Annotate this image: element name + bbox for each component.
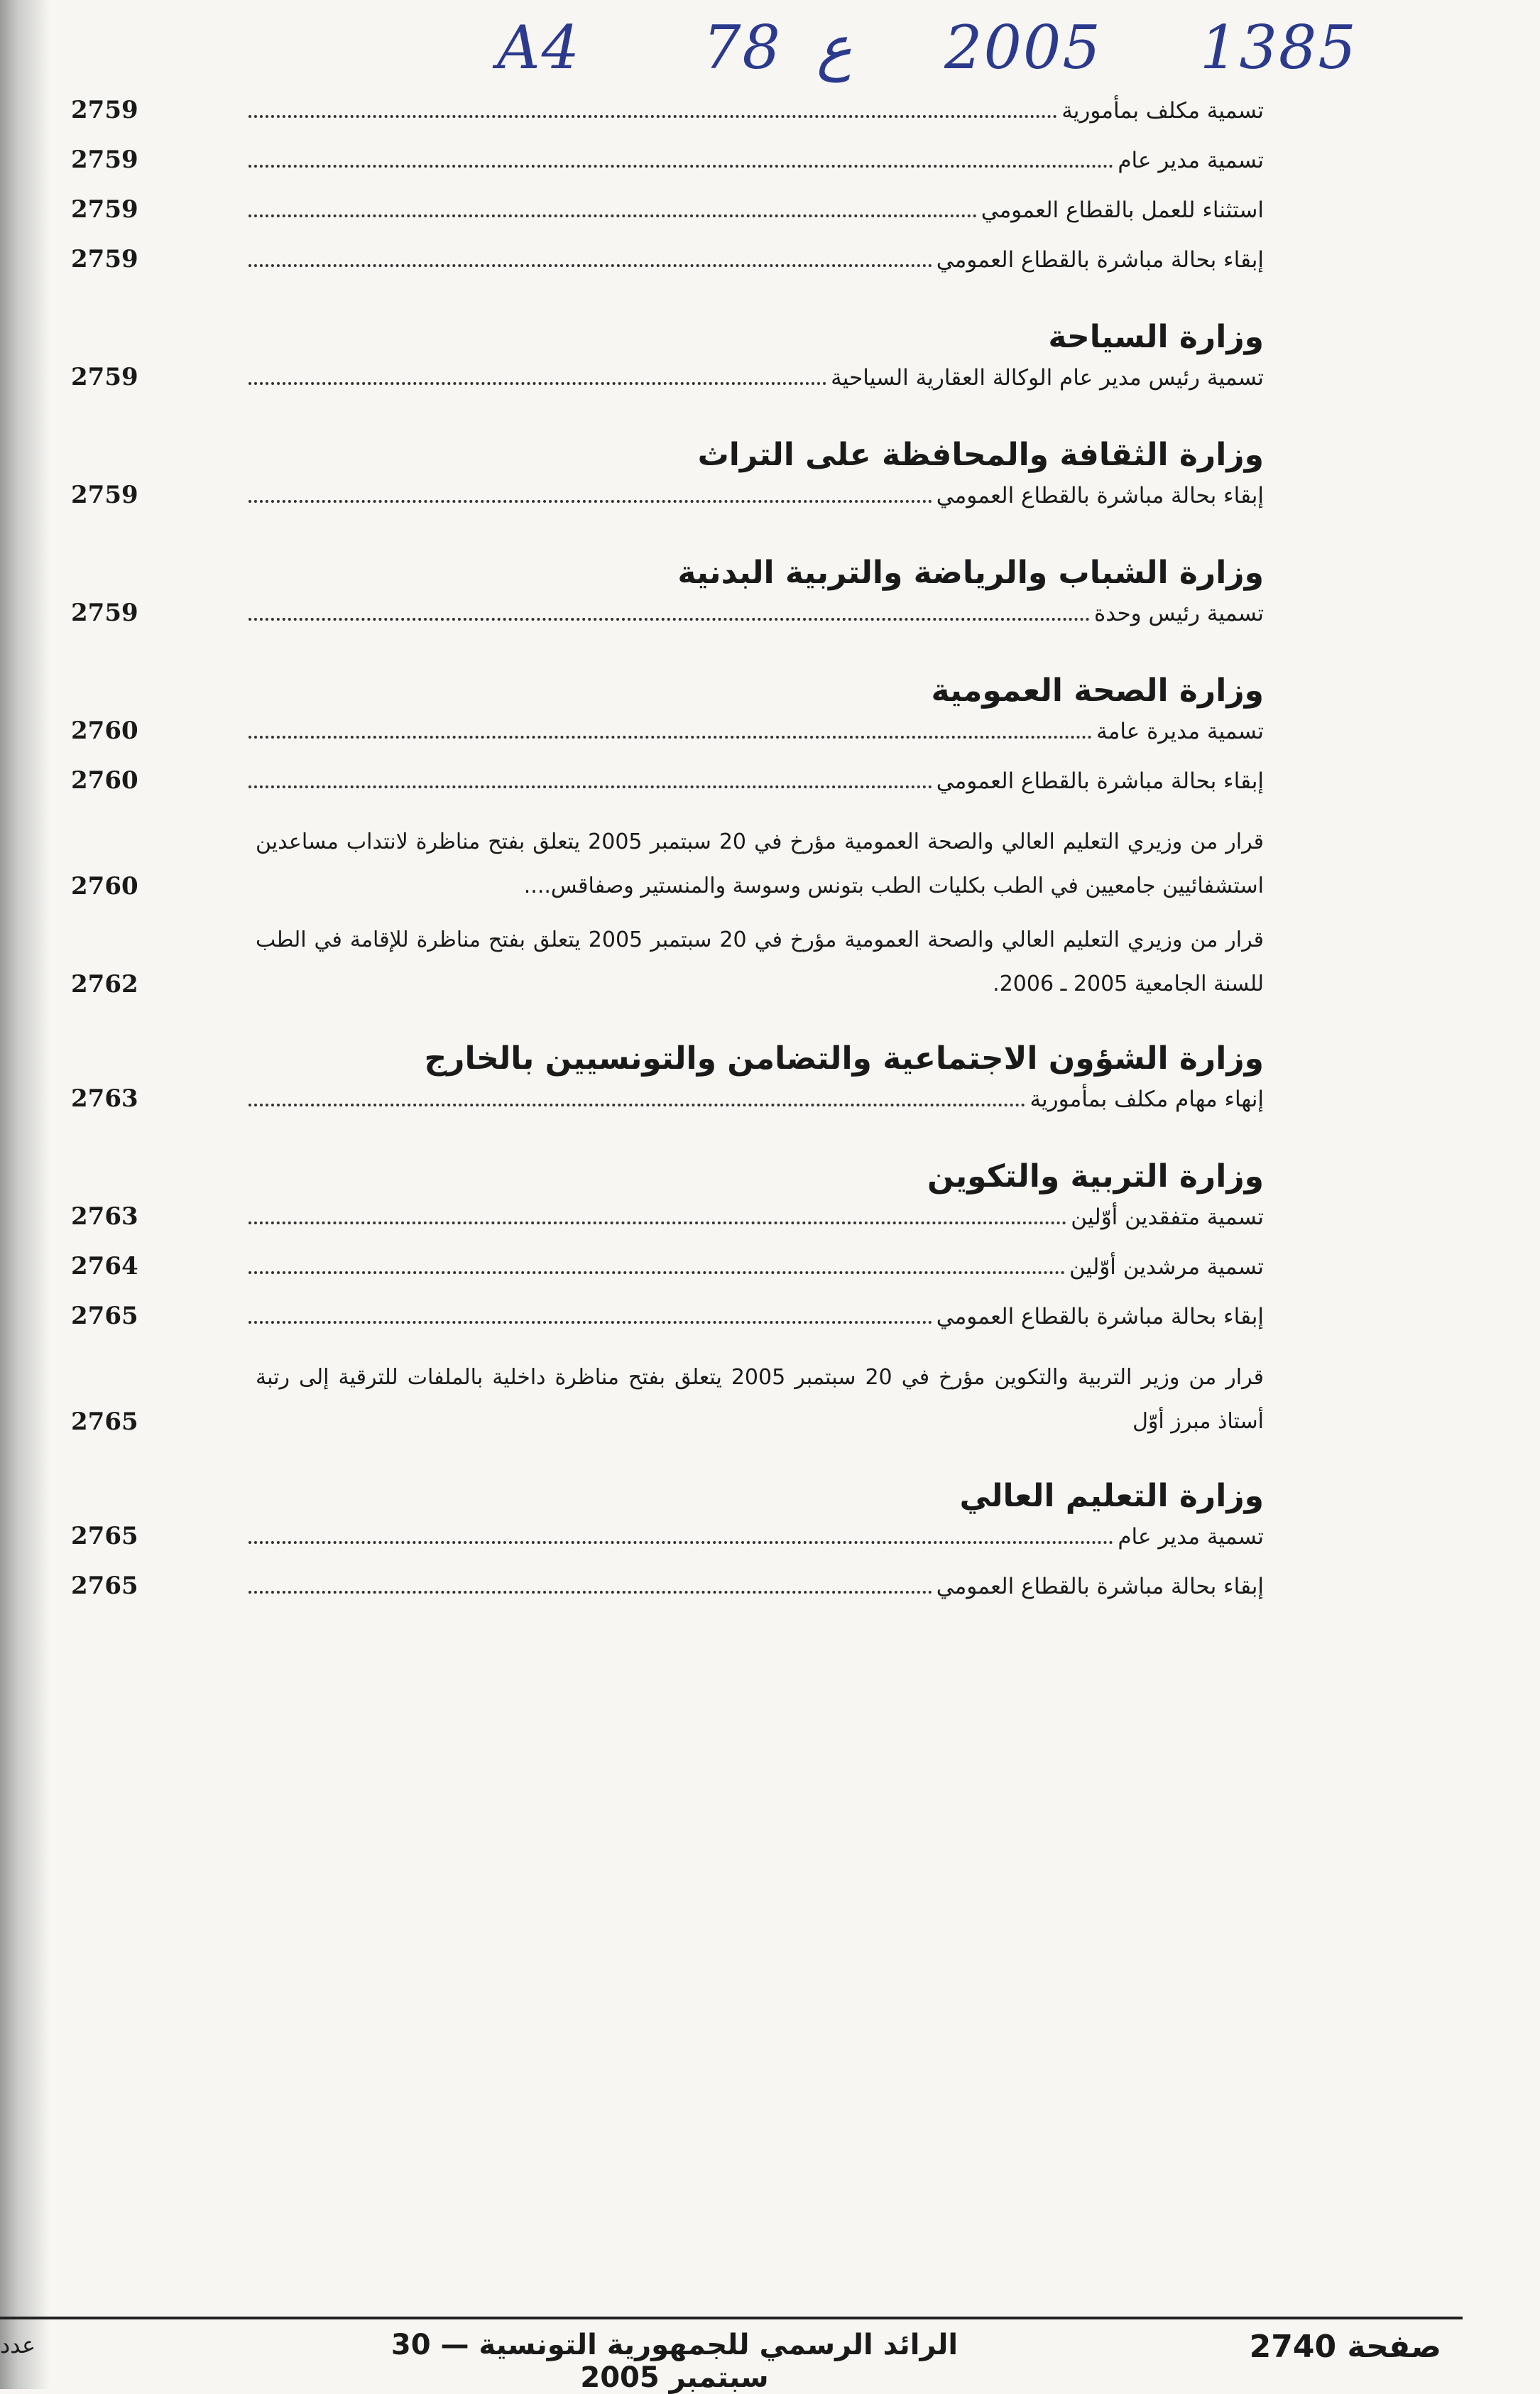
entry-title: قرار من وزيري التعليم العالي والصحة العمومية مؤرخ في 20 سبتمبر 2005 يتعلق بفتح مناظرة للإقامة في الطب للسنة الجامعية 2005 ـ 2006. bbox=[256, 927, 1264, 996]
ministry-heading: وزارة التعليم العالي bbox=[959, 1478, 1264, 1514]
entry-page-number: 2760 bbox=[71, 766, 138, 795]
ministry-heading: وزارة الشؤون الاجتماعية والتضامن والتونسيين بالخارج bbox=[424, 1040, 1264, 1077]
dot-leader bbox=[249, 381, 826, 385]
entry-title: تسمية متفقدين أوّلين bbox=[1071, 1204, 1264, 1230]
toc-entry bbox=[71, 245, 1264, 295]
handwritten-mark: 78 bbox=[703, 13, 782, 82]
toc-entry bbox=[71, 146, 1264, 195]
entry-page-number: 2765 bbox=[71, 1572, 138, 1600]
toc-entry bbox=[71, 195, 1264, 245]
entry-page-number: 2760 bbox=[71, 872, 138, 901]
page-footer bbox=[0, 2326, 1463, 2394]
entry-title: إبقاء بحالة مباشرة بالقطاع العمومي bbox=[936, 768, 1264, 794]
toc-entry bbox=[71, 96, 1264, 146]
entry-title: تسمية مديرة عامة bbox=[1096, 719, 1264, 744]
entry-title: تسمية مدير عام bbox=[1118, 1524, 1264, 1550]
footer-edge-text: عدد bbox=[0, 2332, 36, 2358]
ministry-heading: وزارة التربية والتكوين bbox=[927, 1158, 1264, 1195]
entry-page-number: 2760 bbox=[71, 717, 138, 745]
entry-title: إبقاء بحالة مباشرة بالقطاع العمومي bbox=[936, 483, 1264, 508]
toc-entry bbox=[71, 1084, 1264, 1134]
ministry-heading: وزارة الثقافة والمحافظة على التراث bbox=[697, 437, 1264, 473]
entry-page-number: 2763 bbox=[71, 1084, 138, 1113]
toc-entry bbox=[71, 1252, 1264, 1302]
dot-leader bbox=[249, 164, 1113, 168]
entry-title: إبقاء بحالة مباشرة بالقطاع العمومي bbox=[936, 247, 1264, 273]
dot-leader bbox=[249, 785, 932, 788]
entry-page-number: 2762 bbox=[71, 970, 138, 999]
entry-page-number: 2763 bbox=[71, 1202, 138, 1231]
handwritten-mark: 2005 bbox=[944, 13, 1102, 82]
entry-title: قرار من وزيري التعليم العالي والصحة العمومية مؤرخ في 20 سبتمبر 2005 يتعلق بفتح مناظرة لانتداب مساعدين استشفائيين جامعيين في الطب بكليات الطب بتونس وسوسة والمنستير وصفاقس.... bbox=[256, 829, 1264, 898]
handwritten-mark: A4 bbox=[497, 13, 581, 82]
dot-leader bbox=[249, 114, 1057, 118]
entry-page-number: 2764 bbox=[71, 1252, 138, 1280]
dot-leader bbox=[249, 499, 932, 503]
entry-page-number: 2759 bbox=[71, 245, 138, 273]
entry-page-number: 2765 bbox=[71, 1408, 138, 1436]
entry-page-number: 2759 bbox=[71, 96, 138, 124]
dot-leader bbox=[249, 1271, 1065, 1274]
toc-entry bbox=[71, 717, 1264, 766]
entry-page-number: 2759 bbox=[71, 363, 138, 391]
ministry-heading: وزارة السياحة bbox=[1048, 319, 1264, 355]
entry-page-number: 2759 bbox=[71, 599, 138, 627]
entry-page-number: 2765 bbox=[71, 1522, 138, 1550]
dot-leader bbox=[249, 1590, 932, 1594]
toc-entry bbox=[71, 1572, 1264, 1621]
page-number: صفحة 2740 bbox=[1249, 2329, 1441, 2365]
dot-leader bbox=[249, 1540, 1113, 1544]
toc-entry bbox=[71, 363, 1264, 413]
entry-title: إنهاء مهام مكلف بمأمورية bbox=[1030, 1087, 1264, 1112]
dot-leader bbox=[249, 1320, 932, 1324]
entry-title: تسمية مرشدين أوّلين bbox=[1069, 1254, 1264, 1280]
ministry-heading: وزارة الصحة العمومية bbox=[931, 673, 1264, 709]
dot-leader bbox=[249, 1103, 1025, 1106]
toc-entry bbox=[71, 1302, 1264, 1351]
entry-page-number: 2759 bbox=[71, 481, 138, 509]
dot-leader bbox=[249, 214, 977, 217]
entry-title: قرار من وزير التربية والتكوين مؤرخ في 20 سبتمبر 2005 يتعلق بفتح مناظرة داخلية بالملفات للترقية إلى رتبة أستاذ مبرز أوّل bbox=[256, 1365, 1264, 1434]
publication-title: الرائد الرسمي للجمهورية التونسية — 30 سبتمبر 2005 bbox=[391, 2329, 959, 2394]
dot-leader bbox=[249, 735, 1092, 739]
footer-rule bbox=[0, 2317, 1463, 2319]
toc-entry bbox=[71, 481, 1264, 531]
toc-entry-decree bbox=[71, 1356, 1264, 1444]
entry-title: إبقاء بحالة مباشرة بالقطاع العمومي bbox=[936, 1574, 1264, 1599]
toc-entry-decree bbox=[71, 918, 1264, 1006]
dot-leader bbox=[249, 263, 932, 267]
toc-entry bbox=[71, 1202, 1264, 1252]
toc-entry bbox=[71, 766, 1264, 816]
handwritten-mark: 1385 bbox=[1200, 13, 1358, 82]
table-of-contents bbox=[71, 96, 1264, 1621]
ministry-heading: وزارة الشباب والرياضة والتربية البدنية bbox=[677, 555, 1264, 591]
entry-page-number: 2759 bbox=[71, 195, 138, 224]
entry-title: استثناء للعمل بالقطاع العمومي bbox=[981, 197, 1264, 223]
dot-leader bbox=[249, 617, 1090, 621]
entry-title: إبقاء بحالة مباشرة بالقطاع العمومي bbox=[936, 1304, 1264, 1329]
entry-title: تسمية رئيس مدير عام الوكالة العقارية السياحية bbox=[831, 365, 1264, 391]
entry-page-number: 2765 bbox=[71, 1302, 138, 1330]
handwritten-mark: ع bbox=[817, 13, 853, 82]
entry-title: تسمية مكلف بمأمورية bbox=[1061, 98, 1264, 124]
toc-entry-decree bbox=[71, 820, 1264, 908]
entry-title: تسمية مدير عام bbox=[1118, 148, 1264, 173]
dot-leader bbox=[249, 1221, 1066, 1224]
scan-edge-shadow bbox=[0, 0, 50, 2389]
toc-entry bbox=[71, 599, 1264, 648]
entry-title: تسمية رئيس وحدة bbox=[1093, 601, 1264, 626]
entry-page-number: 2759 bbox=[71, 146, 138, 174]
toc-entry bbox=[71, 1522, 1264, 1572]
